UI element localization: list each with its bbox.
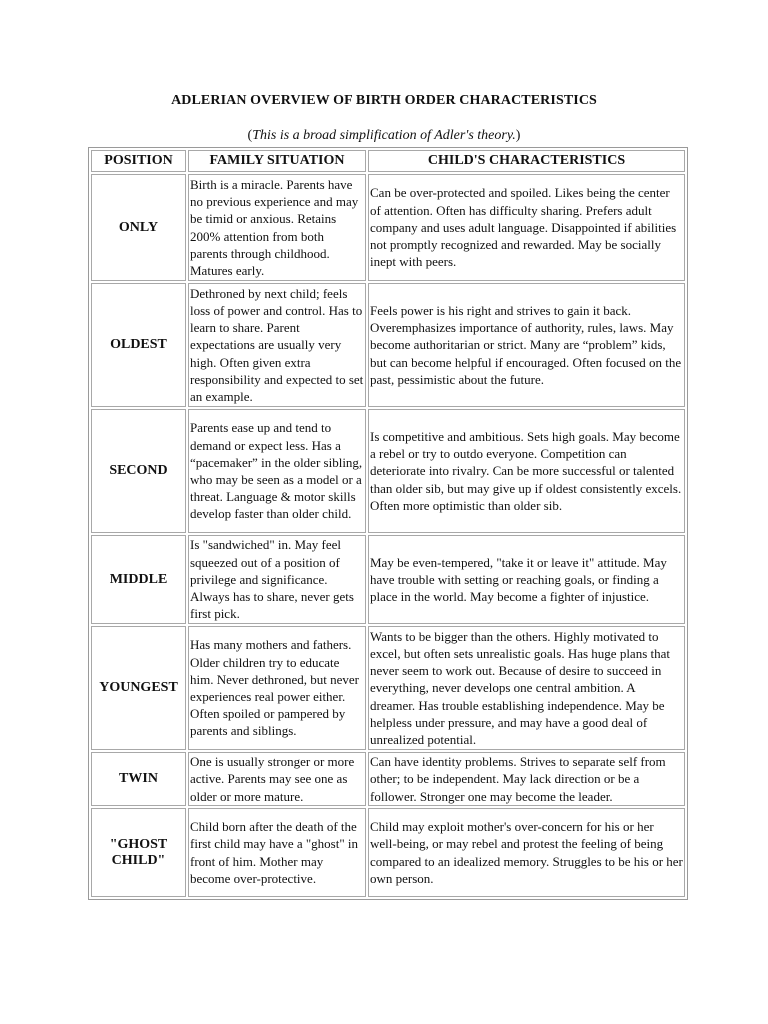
header-family-situation: FAMILY SITUATION xyxy=(188,150,366,172)
family-situation-cell: Is "sandwiched" in. May feel squeezed out of a position of privilege and significance. Always has to share, never gets first pick. xyxy=(188,535,366,624)
table-row-twin xyxy=(91,752,685,806)
child-characteristics-cell: Wants to be bigger than the others. Highly motivated to excel, but often sets unrealistic goals. Has huge plans that never seem to work out. Because of desire to succeed in everything, never develops one central ambition. A dreamer. Has trouble establishing independence. May be helpless under pressure, and may have a good deal of unrealized potential. xyxy=(368,626,685,750)
position-cell: ONLY xyxy=(91,174,186,281)
position-cell: "GHOST CHILD" xyxy=(91,808,186,897)
child-characteristics-cell: Child may exploit mother's over-concern for his or her well-being, or may rebel and protest the feeling of being compared to an idealized memory. Struggles to be his or her own person. xyxy=(368,808,685,897)
child-characteristics-cell: Can be over-protected and spoiled. Likes being the center of attention. Often has difficulty sharing. Prefers adult company and uses adult language. Disappointed if abilities not promptly recognized and rewarded. May be socially inept with peers. xyxy=(368,174,685,281)
position-cell: MIDDLE xyxy=(91,535,186,624)
child-characteristics-cell: Can have identity problems. Strives to separate self from other; to be independent. May lack direction or be a follower. Stronger one may become the leader. xyxy=(368,752,685,806)
header-position: POSITION xyxy=(91,150,186,172)
family-situation-cell: Birth is a miracle. Parents have no previous experience and may be timid or anxious. Retains 200% attention from both parents through childhood. Matures early. xyxy=(188,174,366,281)
position-cell: OLDEST xyxy=(91,283,186,407)
table-row-middle xyxy=(91,535,685,624)
table-row-second xyxy=(91,409,685,533)
family-situation-cell: Dethroned by next child; feels loss of power and control. Has to learn to share. Parent expectations are usually very high. Often given extra responsibility and expected to set an example. xyxy=(188,283,366,407)
position-cell: SECOND xyxy=(91,409,186,533)
table-header-row xyxy=(91,150,685,172)
document-title: ADLERIAN OVERVIEW OF BIRTH ORDER CHARACTERISTICS xyxy=(171,93,597,108)
table-row-ghost-child xyxy=(91,808,685,897)
table-row-only xyxy=(91,174,685,281)
subtitle-open-paren: ( xyxy=(247,128,253,143)
birth-order-table xyxy=(88,147,688,900)
child-characteristics-cell: Is competitive and ambitious. Sets high goals. May become a rebel or try to outdo everyone. Competition can deteriorate into rivalry. Can be more successful or talented than older sib, but may give up if oldest consistently excels. Often more optimistic than older sib. xyxy=(368,409,685,533)
subtitle-italic-text: This is a broad simplification of Adler's theory. xyxy=(252,128,516,143)
table-row-youngest xyxy=(91,626,685,750)
family-situation-cell: One is usually stronger or more active. Parents may see one as older or more mature. xyxy=(188,752,366,806)
document-subtitle xyxy=(0,128,768,144)
family-situation-cell: Child born after the death of the first child may have a "ghost" in front of him. Mother may become over-protective. xyxy=(188,808,366,897)
table-row-oldest xyxy=(91,283,685,407)
position-cell: YOUNGEST xyxy=(91,626,186,750)
child-characteristics-cell: May be even-tempered, "take it or leave it" attitude. May have trouble with setting or reaching goals, or finding a place in the world. May become a fighter of injustice. xyxy=(368,535,685,624)
family-situation-cell: Parents ease up and tend to demand or expect less. Has a “pacemaker” in the older sibling, who may be seen as a model or a threat. Language & motor skills develop faster than older child. xyxy=(188,409,366,533)
header-childs-characteristics: CHILD'S CHARACTERISTICS xyxy=(368,150,685,172)
family-situation-cell: Has many mothers and fathers. Older children try to educate him. Never dethroned, but never experiences real power either. Often spoiled or pampered by parents and siblings. xyxy=(188,626,366,750)
position-cell: TWIN xyxy=(91,752,186,806)
child-characteristics-cell: Feels power is his right and strives to gain it back. Overemphasizes importance of authority, rules, laws. May become authoritarian or strict. Many are “problem” kids, but can become helpful if encouraged. Often focused on the past, pessimistic about the future. xyxy=(368,283,685,407)
subtitle-close-paren: ) xyxy=(515,128,521,143)
